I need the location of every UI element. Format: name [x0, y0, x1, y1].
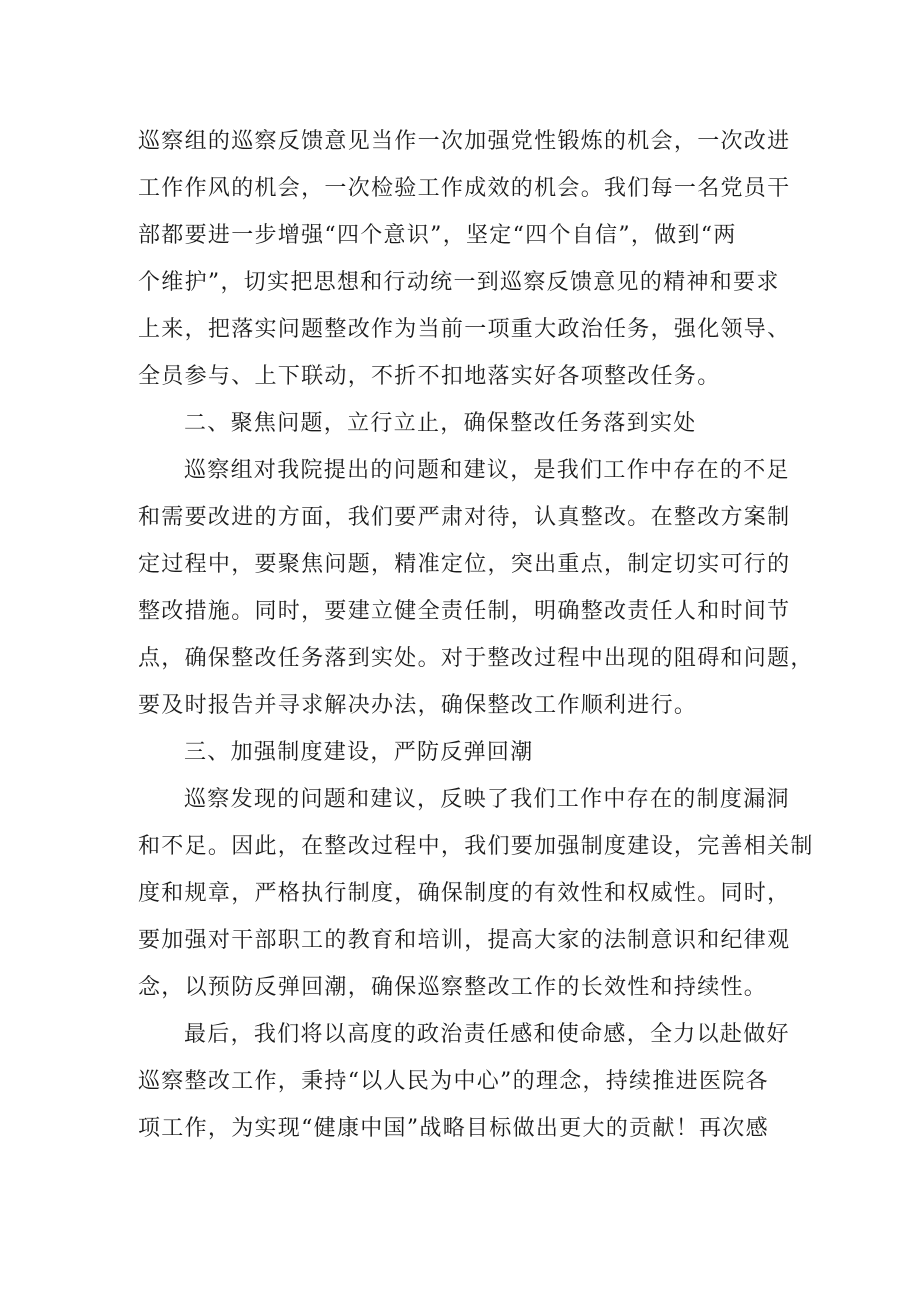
text-line: 最后，我们将以高度的政治责任感和使命感，全力以赴做好 [184, 1022, 790, 1047]
text-line: 定过程中，要聚焦问题，精准定位，突出重点，制定切实可行的 [138, 552, 791, 577]
text-line: 部都要进一步增强“四个意识”，坚定“四个自信”，做到“两 [138, 223, 737, 248]
text-line: 度和规章，严格执行制度，确保制度的有效性和权威性。同时， [138, 881, 791, 906]
text-line: 和不足。因此，在整改过程中，我们要加强制度建设，完善相关制 [138, 834, 814, 859]
text-line: 巡察组对我院提出的问题和建议，是我们工作中存在的不足 [184, 458, 790, 483]
section-heading: 二、聚焦问题，立行立止，确保整改任务落到实处 [184, 411, 697, 436]
text-line: 工作作风的机会，一次检验工作成效的机会。我们每一名党员干 [138, 176, 791, 201]
text-line: 要加强对干部职工的教育和培训，提高大家的法制意识和纪律观 [138, 928, 791, 953]
text-line: 点，确保整改任务落到实处。对于整改过程中出现的阻碍和问题， [138, 646, 814, 671]
text-line: 全员参与、上下联动，不折不扣地落实好各项整改任务。 [138, 364, 721, 389]
text-line: 个维护”，切实把思想和行动统一到巡察反馈意见的精神和要求 [138, 270, 780, 295]
text-line: 要及时报告并寻求解决办法，确保整改工作顺利进行。 [138, 693, 698, 718]
text-line: 整改措施。同时，要建立健全责任制，明确整改责任人和时间节 [138, 599, 791, 624]
text-line: 和需要改进的方面，我们要严肃对待，认真整改。在整改方案制 [138, 505, 791, 530]
document-body [138, 118, 814, 1152]
text-line: 巡察组的巡察反馈意见当作一次加强党性锻炼的机会，一次改进 [138, 129, 791, 154]
section-heading: 三、加强制度建设，严防反弹回潮 [184, 740, 534, 765]
text-line: 念，以预防反弹回潮，确保巡察整改工作的长效性和持续性。 [138, 975, 768, 1000]
text-line: 上来，把落实问题整改作为当前一项重大政治任务，强化领导、 [138, 317, 791, 342]
text-line: 巡察整改工作，秉持“以人民为中心”的理念，持续推进医院各 [138, 1069, 769, 1094]
text-line: 项工作，为实现“健康中国”战略目标做出更大的贡献！再次感 [138, 1116, 769, 1141]
text-line: 巡察发现的问题和建议，反映了我们工作中存在的制度漏洞 [184, 787, 790, 812]
